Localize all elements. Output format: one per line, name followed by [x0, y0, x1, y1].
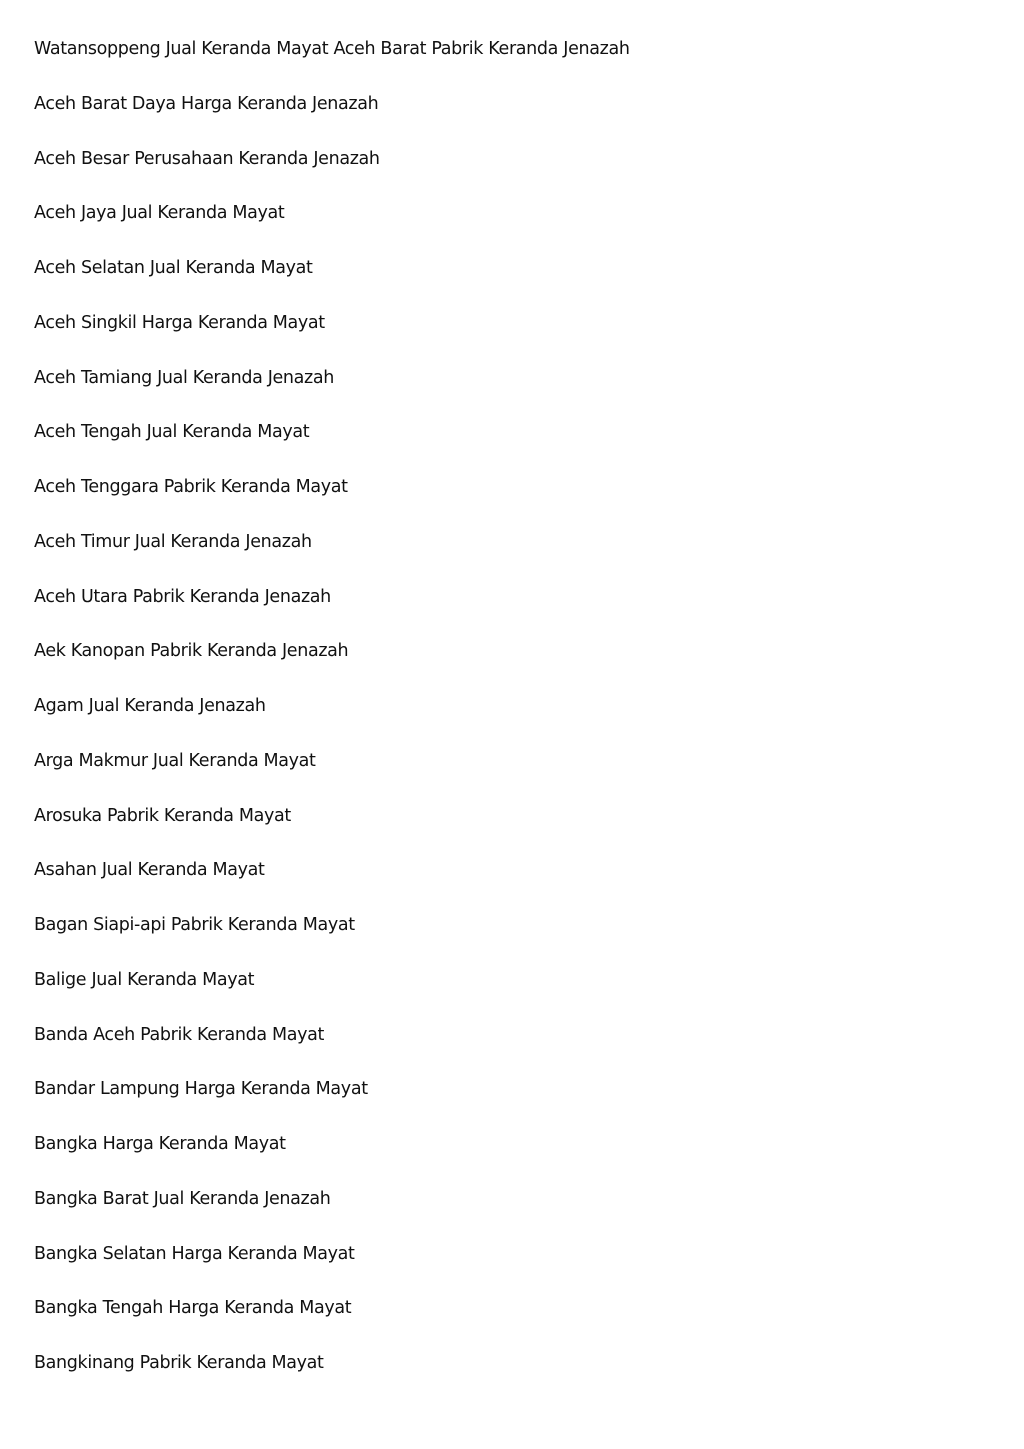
list-item: [34, 638, 630, 693]
location-link[interactable]: Bangka Selatan Harga Keranda Mayat: [34, 1243, 355, 1264]
location-link[interactable]: Aceh Besar Perusahaan Keranda Jenazah: [34, 148, 380, 169]
list-item: [34, 474, 630, 529]
location-link[interactable]: Bandar Lampung Harga Keranda Mayat: [34, 1079, 368, 1100]
list-item: [34, 365, 630, 420]
location-link[interactable]: Aceh Singkil Harga Keranda Mayat: [34, 312, 325, 333]
list-item: [34, 1295, 630, 1350]
location-link[interactable]: Aceh Selatan Jual Keranda Mayat: [34, 258, 313, 278]
list-item: [34, 36, 630, 91]
location-link[interactable]: Asahan Jual Keranda Mayat: [34, 860, 265, 881]
location-link[interactable]: Aceh Jaya Jual Keranda Mayat: [34, 203, 285, 224]
list-item: [34, 748, 630, 803]
list-item: [34, 1241, 630, 1296]
list-item: [34, 529, 630, 584]
list-item: [34, 857, 630, 912]
location-link[interactable]: Banda Aceh Pabrik Keranda Mayat: [34, 1024, 324, 1045]
list-item: [34, 146, 630, 201]
list-item: [34, 419, 630, 474]
list-item: [34, 803, 630, 858]
location-link[interactable]: Aceh Tengah Jual Keranda Mayat: [34, 422, 310, 443]
list-item: [34, 1350, 630, 1405]
location-link[interactable]: Arga Makmur Jual Keranda Mayat: [34, 750, 316, 771]
list-item: [34, 584, 630, 639]
list-item: [34, 693, 630, 748]
location-link[interactable]: Balige Jual Keranda Mayat: [34, 969, 255, 990]
list-item: [34, 255, 630, 310]
location-link[interactable]: Aceh Barat Daya Harga Keranda Jenazah: [34, 93, 379, 114]
list-item: [34, 1022, 630, 1077]
location-link[interactable]: Aceh Tenggara Pabrik Keranda Mayat: [34, 477, 348, 497]
list-item: [34, 1186, 630, 1241]
location-link[interactable]: Agam Jual Keranda Jenazah: [34, 696, 266, 716]
location-link[interactable]: Arosuka Pabrik Keranda Mayat: [34, 805, 291, 826]
location-link[interactable]: Bangka Harga Keranda Mayat: [34, 1134, 286, 1154]
location-link[interactable]: Bangkinang Pabrik Keranda Mayat: [34, 1353, 324, 1373]
location-link[interactable]: Bangka Tengah Harga Keranda Mayat: [34, 1298, 352, 1319]
list-item: [34, 967, 630, 1022]
list-item: [34, 91, 630, 146]
location-link[interactable]: Bagan Siapi-api Pabrik Keranda Mayat: [34, 915, 355, 935]
list-item: [34, 200, 630, 255]
list-item: [34, 912, 630, 967]
location-link[interactable]: Aceh Tamiang Jual Keranda Jenazah: [34, 367, 334, 388]
location-link-list: [34, 36, 630, 1405]
location-link[interactable]: Aceh Utara Pabrik Keranda Jenazah: [34, 586, 331, 607]
list-item: [34, 1131, 630, 1186]
list-item: [34, 1076, 630, 1131]
list-item: [34, 310, 630, 365]
location-link[interactable]: Bangka Barat Jual Keranda Jenazah: [34, 1188, 331, 1209]
location-link[interactable]: Watansoppeng Jual Keranda Mayat Aceh Barat Pabrik Keranda Jenazah: [34, 39, 630, 59]
location-link[interactable]: Aek Kanopan Pabrik Keranda Jenazah: [34, 641, 349, 662]
location-link[interactable]: Aceh Timur Jual Keranda Jenazah: [34, 531, 312, 552]
